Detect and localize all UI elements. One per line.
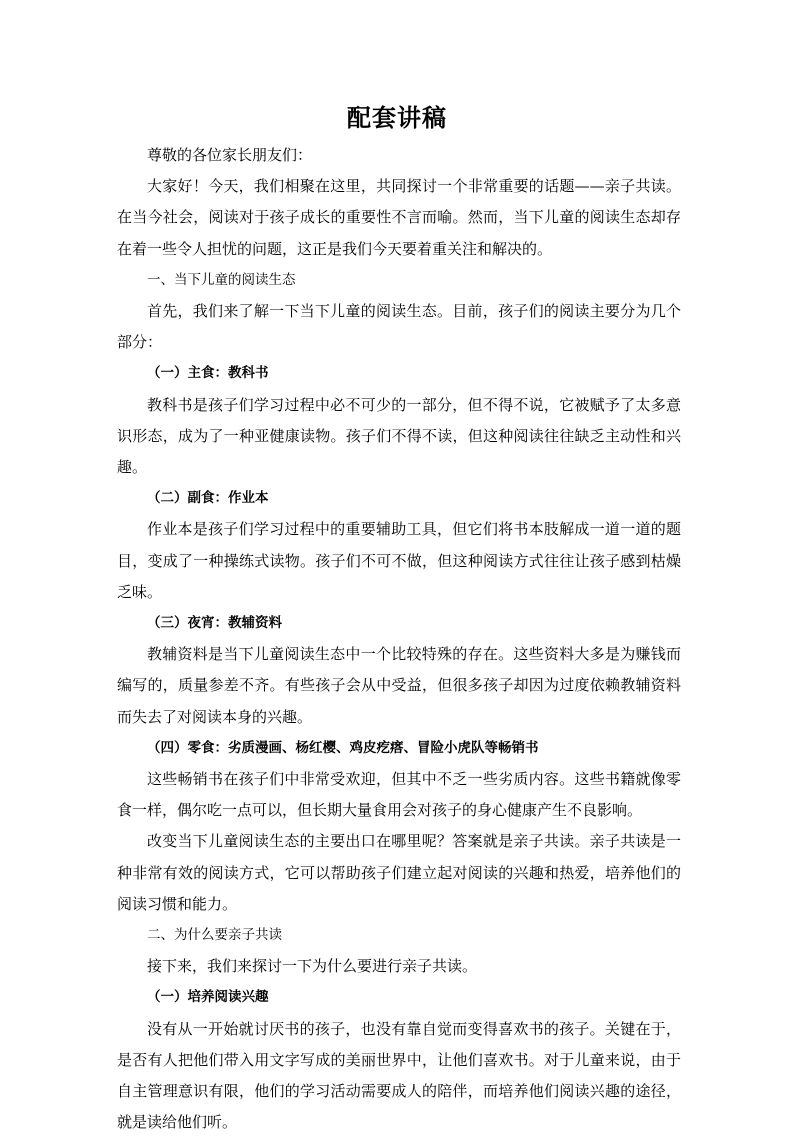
section-1-intro: 首先，我们来了解一下当下儿童的阅读生态。目前，孩子们的阅读主要分为几个部分： bbox=[117, 302, 681, 352]
document-body bbox=[117, 140, 681, 1139]
section-1-item-1-text: 教科书是孩子们学习过程中必不可少的一部分，但不得不说，它被赋予了太多意识形态，成为了一种亚健康读物。孩子们不得不读，但这种阅读往往缺乏主动性和兴趣。 bbox=[117, 395, 681, 477]
section-2-item-1-heading: （一）培养阅读兴趣 bbox=[147, 989, 269, 1006]
intro-paragraph: 大家好！今天，我们相聚在这里，共同探讨一个非常重要的话题——亲子共读。在当今社会，阅读对于孩子成长的重要性不言而喻。然而，当下儿童的阅读生态却存在着一些令人担忧的问题，这正是我们今天要着重关注和解决的。 bbox=[117, 177, 681, 258]
section-1-item-4-text: 这些畅销书在孩子们中非常受欢迎，但其中不乏一些劣质内容。这些书籍就像零食一样，偶尔吃一点可以，但长期大量食用会对孩子的身心健康产生不良影响。 bbox=[117, 770, 681, 820]
section-1-item-2-text: 作业本是孩子们学习过程中的重要辅助工具，但它们将书本肢解成一道一道的题目，变成了一种操练式读物。孩子们不可不做，但这种阅读方式往往让孩子感到枯燥乏味。 bbox=[117, 520, 681, 601]
section-1-item-4-heading: （四）零食：劣质漫画、杨红樱、鸡皮疙瘩、冒险小虎队等畅销书 bbox=[147, 739, 539, 756]
section-1-item-2-heading: （二）副食：作业本 bbox=[147, 490, 269, 507]
section-2-intro: 接下来，我们来探讨一下为什么要进行亲子共读。 bbox=[147, 957, 478, 976]
section-1-conclusion: 改变当下儿童阅读生态的主要出口在哪里呢？答案就是亲子共读。亲子共读是一种非常有效的阅读方式，它可以帮助孩子们建立起对阅读的兴趣和热爱，培养他们的阅读习惯和能力。 bbox=[117, 832, 681, 913]
document-title: 配套讲稿 bbox=[347, 103, 447, 132]
section-1-item-1-heading: （一）主食：教科书 bbox=[147, 365, 269, 382]
section-1-item-3-text: 教辅资料是当下儿童阅读生态中一个比较特殊的存在。这些资料大多是为赚钱而编写的，质量参差不齐。有些孩子会从中受益，但很多孩子却因为过度依赖教辅资料而失去了对阅读本身的兴趣。 bbox=[117, 645, 681, 726]
section-2-heading: 二、为什么要亲子共读 bbox=[147, 927, 282, 944]
section-1-item-3-heading: （三）夜宵：教辅资料 bbox=[147, 615, 282, 632]
section-2-item-1-text: 没有从一开始就讨厌书的孩子，也没有靠自觉而变得喜欢书的孩子。关键在于，是否有人把他们带入用文字写成的美丽世界中，让他们喜欢书。对于儿童来说，由于自主管理意识有限，他们的学习活动需要成人的陪伴，而培养他们阅读兴趣的途径，就是读给他们听。 bbox=[117, 1019, 681, 1132]
section-1-heading: 一、当下儿童的阅读生态 bbox=[147, 271, 296, 288]
greeting-paragraph: 尊敬的各位家长朋友们： bbox=[147, 146, 313, 164]
